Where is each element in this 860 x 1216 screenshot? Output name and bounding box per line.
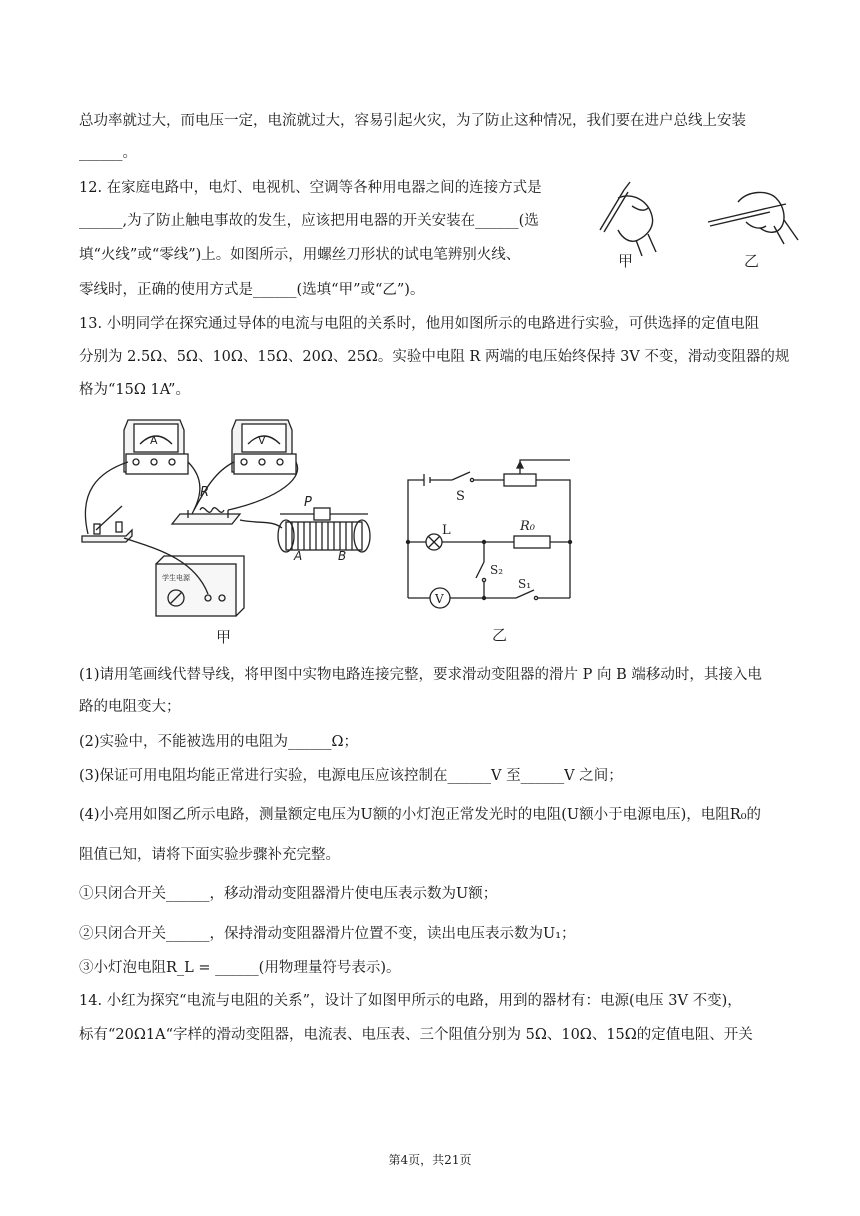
question-12-line: 零线时，正确的使用方式是______(选填“甲”或“乙”)。 xyxy=(79,282,425,298)
step-3-line: ③小灯泡电阻R_L = ______(用物理量符号表示)。 xyxy=(79,960,401,976)
voltmeter-label: V xyxy=(258,434,266,447)
test-pen-yi xyxy=(708,192,798,244)
question-12-line: 填“火线”或“零线”)上。如图所示，用螺丝刀形状的试电笔辨别火线、 xyxy=(79,247,521,263)
rheostat xyxy=(278,508,370,552)
question-14-line: 14. 小红为探究“电流与电阻的关系”，设计了如图甲所示的电路，用到的器材有：电源(电压 3V 不变)， xyxy=(79,993,742,1009)
part-4-line: (4)小亮用如图乙所示电路，测量额定电压为U额的小灯泡正常发光时的电阻(U额小于电源电压)，电阻R₀的 xyxy=(79,807,762,823)
part-1-line: 路的电阻变大； xyxy=(79,699,181,715)
question-13-line: 分别为 2.5Ω、5Ω、10Ω、15Ω、20Ω、25Ω。实验中电阻 R 两端的电压始终保持 3V 不变，滑动变阻器的规 xyxy=(79,349,790,365)
question-12-line: ______,为了防止触电事故的发生，应该把用电器的开关安装在______(选 xyxy=(79,213,539,229)
end-b-label: B xyxy=(338,549,347,563)
slider-label: P xyxy=(304,495,312,510)
question-13-line: 格为“15Ω 1A”。 xyxy=(79,382,190,398)
step-2-line: ②只闭合开关______，保持滑动变阻器滑片位置不变，读出电压表示数为U₁； xyxy=(79,926,576,942)
end-a-label: A xyxy=(294,549,303,563)
schematic-figure xyxy=(396,450,586,646)
question-12-line: 12. 在家庭电路中，电灯、电视机、空调等各种用电器之间的连接方式是 xyxy=(79,180,542,196)
pen-jia-label: 甲 xyxy=(618,252,634,270)
test-pen-jia xyxy=(600,182,656,256)
page-footer: 第4页，共21页 xyxy=(388,1153,472,1167)
power-supply xyxy=(156,556,244,616)
voltmeter-symbol-label: V xyxy=(435,592,444,606)
part-4-line: 阻值已知，请将下面实验步骤补充完整。 xyxy=(79,847,340,863)
step-1-line: ①只闭合开关______，移动滑动变阻器滑片使电压表示数为U额； xyxy=(79,886,498,902)
blank-line: ______。 xyxy=(79,145,137,161)
switch-s-label: S xyxy=(456,489,465,504)
question-14-line: 标有“20Ω1A“字样的滑动变阻器，电流表、电压表、三个阻值分别为 5Ω、10Ω、15Ω的定值电阻、开关 xyxy=(79,1027,753,1043)
part-1-line: (1)请用笔画线代替导线，将甲图中实物电路连接完整，要求滑动变阻器的滑片 P 向 B 端移动时，其接入电 xyxy=(79,667,762,683)
circuit-yi-label: 乙 xyxy=(492,626,508,644)
ammeter-label: A xyxy=(150,434,158,447)
resistor-label: R xyxy=(200,485,210,500)
ammeter xyxy=(124,420,188,474)
question-13-line: 13. 小明同学在探究通过导体的电流与电阻的关系时，他用如图所示的电路进行实验，可供选择的定值电阻 xyxy=(79,316,760,332)
lamp-l-label: L xyxy=(442,523,451,538)
part-3-line: (3)保证可用电阻均能正常进行实验，电源电压应该控制在______V 至______V 之间； xyxy=(79,768,623,784)
part-2-line: (2)实验中，不能被选用的电阻为______Ω； xyxy=(79,734,359,750)
pen-yi-label: 乙 xyxy=(744,252,760,270)
circuit-jia-label: 甲 xyxy=(216,628,232,646)
resistor-r0-label: R₀ xyxy=(520,519,535,534)
switch-s2-label: S₂ xyxy=(490,563,504,577)
switch-s1-label: S₁ xyxy=(518,577,532,591)
text-line: 总功率就过大，而电压一定，电流就过大，容易引起火灾，为了防止这种情况，我们要在进户总线上安装 xyxy=(79,113,746,129)
test-pen-figure xyxy=(578,178,810,270)
physical-circuit-figure xyxy=(76,410,396,652)
voltmeter xyxy=(232,420,296,474)
knife-switch xyxy=(82,506,132,542)
power-supply-label: 学生电源 xyxy=(162,574,190,582)
